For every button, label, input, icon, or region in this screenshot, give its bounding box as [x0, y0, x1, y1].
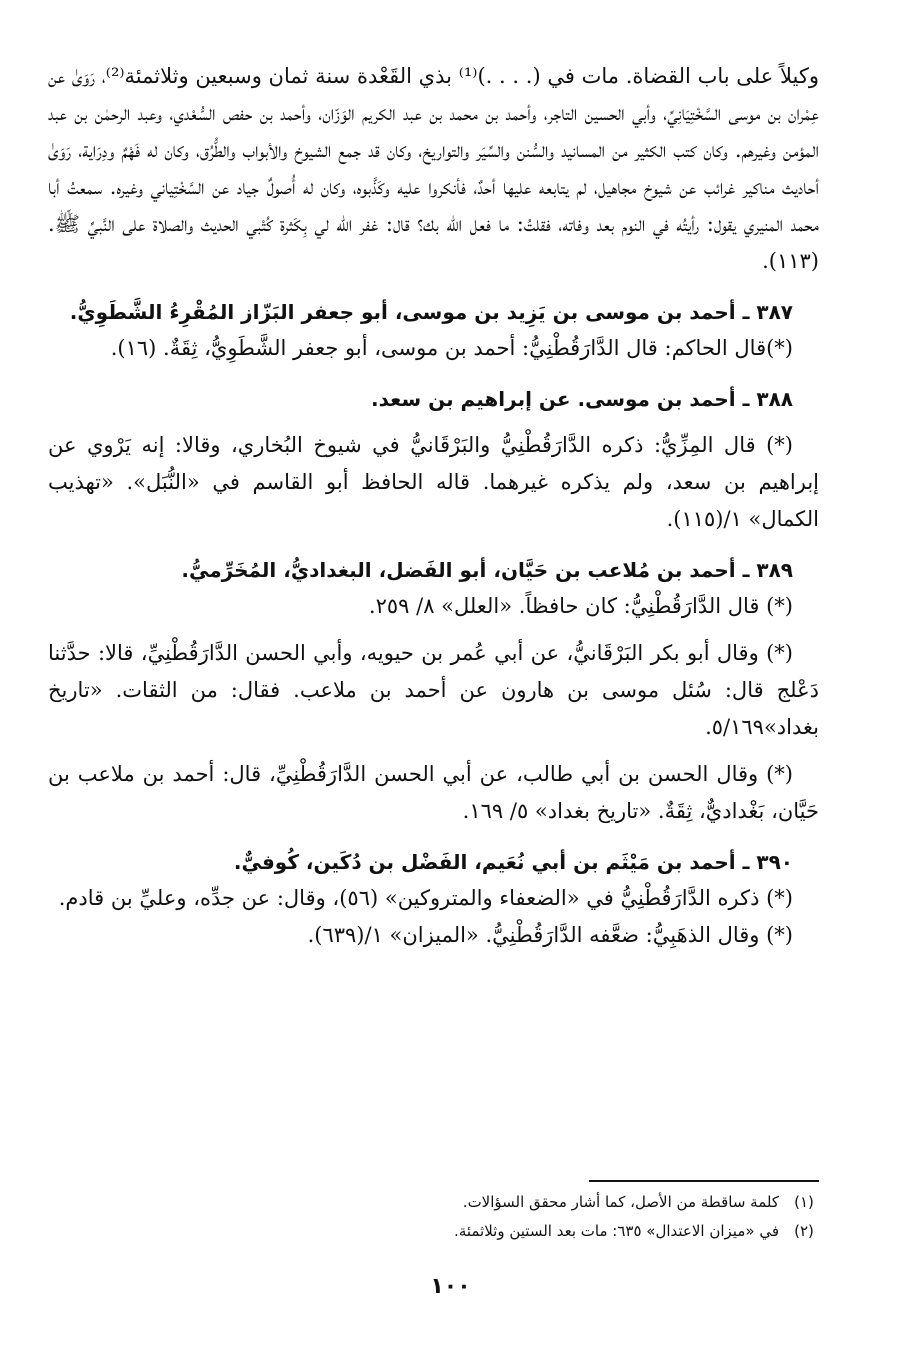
entry-387	[48, 294, 819, 367]
entry-paragraph: (*) وقال الذهَبِيُّ: ضعَّفه الدَّارَقُطْنِيُّ. «الميزان» ١/(٦٣٩).	[307, 923, 793, 947]
footnote-number: (٢)	[794, 1222, 814, 1240]
footnote-text: كلمة ساقطة من الأصل، كما أشار محقق السؤالات.	[462, 1193, 779, 1211]
footnote-text: في «ميزان الاعتدال» ٦٣٥: مات بعد الستين وثلاثمئة.	[454, 1222, 779, 1240]
footnotes	[48, 1188, 819, 1246]
entry-title: ٣٩٠ ـ أحمد بن مَيْثَم بن أبي نُعَيم، الفَضْل بن دُكَين، كُوفيٌّ.	[233, 850, 793, 874]
spacer	[48, 280, 819, 294]
entry-title: ٣٨٨ ـ أحمد بن موسى. عن إبراهيم بن سعد.	[371, 387, 793, 411]
spacer	[48, 538, 819, 552]
spacer	[48, 625, 819, 635]
entry-paragraph: (*) وقال أبو بكر البَرْقَانيُّ، عن أبي عُمر بن حيويه، وأبي الحسن الدَّارَقُطْنِيِّ، قالا: حدَّثنا دَعْلج قال: سُئل موسى بن هارون عن أحمد بن ملاعب. فقال: من الثقات. «تاريخ بغداد»٥/١٦٩.	[48, 641, 819, 739]
entry-title: ٣٨٩ ـ أحمد بن مُلاعب بن حَيَّان، أبو الفَضل، البغداديُّ، المُخَرِّميُّ.	[181, 558, 793, 582]
footnote-1	[48, 1188, 819, 1217]
entry-388	[48, 381, 819, 538]
entry-389	[48, 552, 819, 830]
spacer	[48, 746, 819, 756]
entry-390	[48, 844, 819, 954]
entry-paragraph: (*) قال المِزِّيُّ: ذكره الدَّارَقُطْنِيُّ والبَرْقَانيُّ في شيوخ البُخاري، وقالا: إنه يَرْوي عن إبراهيم بن سعد، ولم يذكره غيرهما. قاله الحافظ أبو القاسم في «النُّبَل». «تهذيب الكمال» ١/(١١٥).	[48, 433, 819, 531]
entry-paragraph: (*) وقال الحسن بن أبي طالب، عن أبي الحسن الدَّارَقُطْنِيِّ، قال: أحمد بن ملاعب بن حَيَّان، بَغْداديٌّ، ثِقَةٌ. «تاريخ بغداد» ٥/ ١٦٩.	[48, 762, 819, 823]
intro-paragraph: وكيلاً على باب القضاة. مات في (. . . .)⁽¹⁾ بذي القَعْدة سنة ثمان وسبعين وثلاثمئة⁽²⁾، رَوَىٰ عن عِمْران بن موسى السَّخْتِيَانِيِّ، وأبي الحسين التاجر، وأحمد بن محمد بن عبد الكريم الوَزّان، وأحمد بن حفص السُّعْدي، وعبد الرحمٰن بن عبد المؤمن وغيرهم. وكان كتب الكثير من المسانيد والسُّنن والسِّيَر والتواريخ، وكان قد جمع الشيوخ والأبواب والطُّرُق، وكان له فَهْمٌ ودِرَاية، رَوَىٰ أحاديث مناكير غرائب عن شيوخ مجاهيل، لم يتابعه عليها أحدٌ، فأنكروا عليه وكَذَّبوه، وكان له أُصولٌ جياد عن السَّخْتِياني وغيره. سمعتُ أبا محمد المنيري يقول: رأيتُه في النوم بعد وفاته، فقلتُ: ما فعل الله بك؟ قال: غفر الله لي بِكَثرة كُتْبي الحديث والصلاة على النَّبيِّ ﷺ. (١١٣).	[48, 64, 819, 273]
footnote-divider	[589, 1180, 819, 1182]
entry-paragraph: (*) ذكره الدَّارَقُطْنِيُّ في «الضعفاء والمتروكين» (٥٦)، وقال: عن جدِّه، وعليِّ بن قادم.	[58, 886, 793, 910]
footnote-number: (١)	[794, 1193, 814, 1211]
footnote-2	[48, 1217, 819, 1246]
entry-paragraph: (*)قال الحاكم: قال الدَّارَقُطْنِيُّ: أحمد بن موسى، أبو جعفر الشَّطَوِيُّ، ثِقَةٌ. (١٦).	[110, 336, 793, 360]
page-number: ١٠٠	[430, 1274, 471, 1299]
entry-title: ٣٨٧ ـ أحمد بن موسى بن يَزِيد بن موسى، أبو جعفر البَزّاز المُقْرِءُ الشَّطَوِيُّ.	[69, 300, 793, 324]
spacer	[48, 367, 819, 381]
entry-paragraph: (*) قال الدَّارَقُطْنِيُّ: كان حافظاً. «العلل» ٨/ ٢٥٩.	[368, 594, 793, 618]
spacer	[48, 417, 819, 427]
spacer	[48, 830, 819, 844]
